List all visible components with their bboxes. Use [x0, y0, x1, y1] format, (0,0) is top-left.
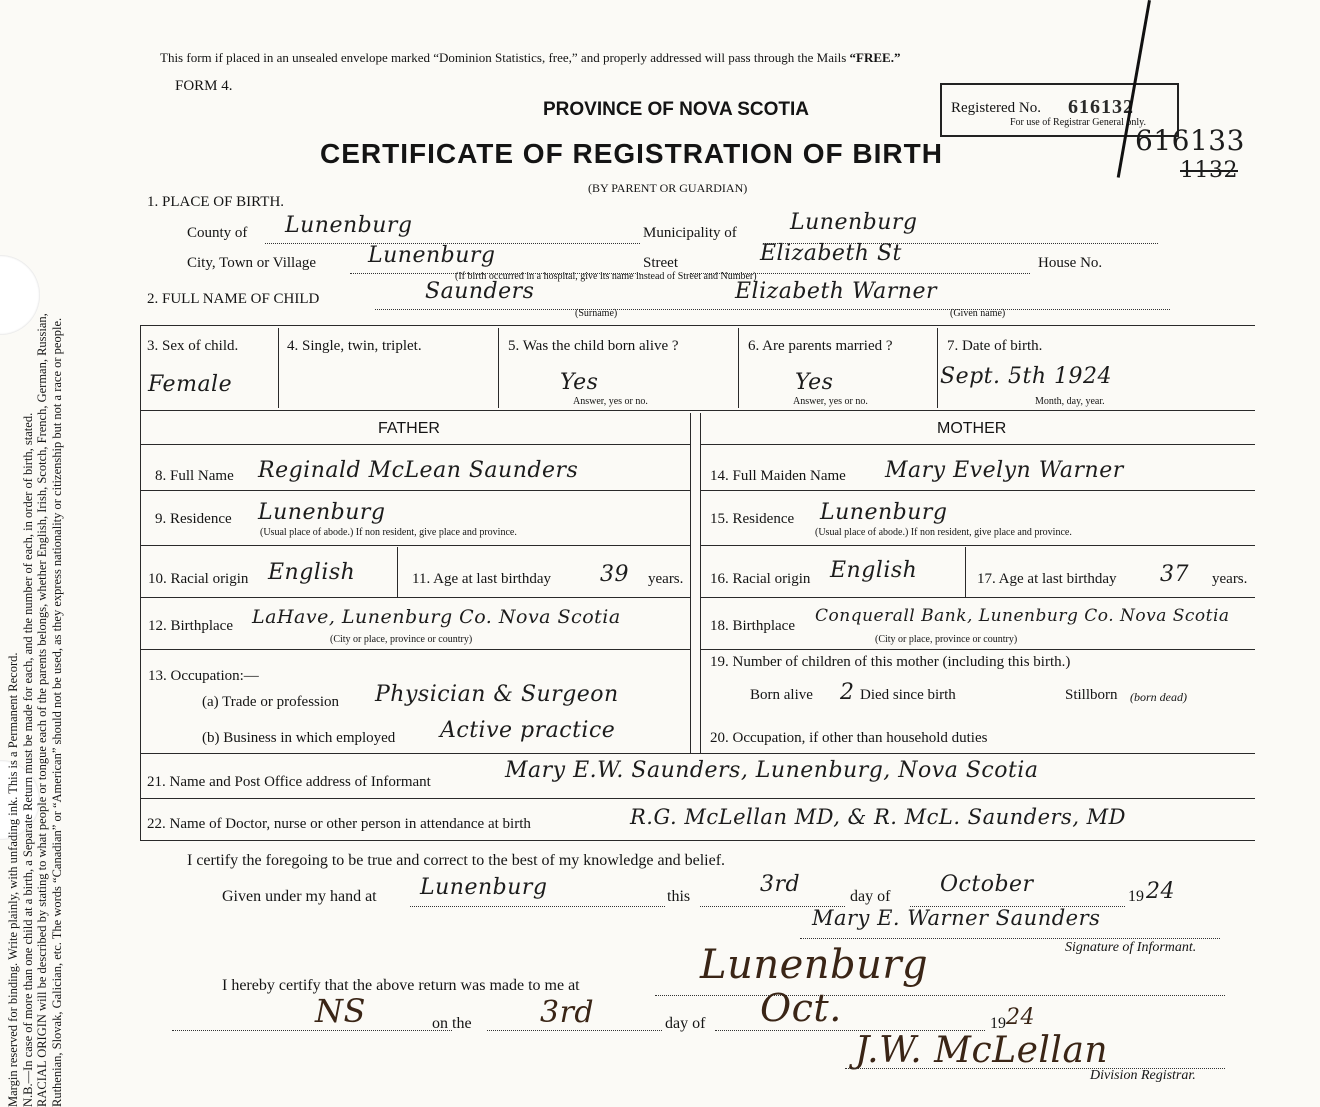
- father-business-label: (b) Business in which employed: [202, 730, 396, 746]
- rule-row22: [140, 840, 1255, 841]
- dob-note: Month, day, year.: [1035, 396, 1105, 407]
- divider-10-11: [397, 547, 398, 597]
- sex-label: 3. Sex of child.: [147, 338, 239, 354]
- municipality-label: Municipality of: [643, 225, 737, 241]
- certify-text: I certify the foregoing to be true and correct to the best of my knowledge and belief.: [187, 852, 726, 869]
- mother-race-label: 16. Racial origin: [710, 571, 811, 587]
- doctor-label: 22. Name of Doctor, nurse or other person in attendance at birth: [147, 816, 531, 832]
- divider-6-7: [937, 328, 938, 408]
- given-label: Given under my hand at: [222, 888, 377, 905]
- registrar-place-value: Lunenburg: [700, 942, 929, 988]
- mother-name-label: 14. Full Maiden Name: [710, 468, 846, 484]
- form-number: FORM 4.: [175, 78, 233, 94]
- registrar-province-line: [172, 1030, 452, 1031]
- divider-16-17: [965, 547, 966, 597]
- given-year-value: 24: [1146, 879, 1175, 904]
- rule-row9-right: [700, 545, 1255, 546]
- registrar-signature: J.W. McLellan: [855, 1030, 1109, 1071]
- given-day-value: 3rd: [760, 872, 801, 897]
- mother-age-label: 17. Age at last birthday: [977, 571, 1117, 587]
- margin-line-2: N.B.—In case of more than one child at a birth, a Separate Return must be made for each, and the number of each, in order of birth, stated.: [20, 412, 35, 1107]
- died-label: Died since birth: [860, 687, 956, 703]
- place-of-birth-label: 1. PLACE OF BIRTH.: [147, 194, 285, 210]
- registrar-certify-text: I hereby certify that the above return was made to me at: [222, 977, 580, 994]
- parent-divider-left: [690, 413, 691, 753]
- mother-age-unit: years.: [1212, 571, 1248, 587]
- father-birthplace-label: 12. Birthplace: [148, 618, 233, 634]
- married-value: Yes: [795, 370, 834, 395]
- margin-line-3: RACIAL ORIGIN will be described by stating to what people or tongue each of the parents belongs, whether English, Irish, Scotch, French, German, Russian,: [35, 313, 49, 1107]
- dob-value: Sept. 5th 1924: [940, 364, 1112, 389]
- divider-3-4: [278, 328, 279, 408]
- informant-value: Mary E.W. Saunders, Lunenburg, Nova Scotia: [505, 758, 1039, 783]
- rule-row12-left: [140, 649, 690, 650]
- house-label: House No.: [1038, 255, 1103, 271]
- annotation-small: 1132: [1180, 158, 1238, 183]
- mother-birthplace-label: 18. Birthplace: [710, 618, 795, 634]
- father-birthplace-note: (City or place, province or country): [330, 634, 473, 645]
- child-given-value: Elizabeth Warner: [735, 279, 937, 304]
- registrar-province-value: NS: [315, 992, 366, 1030]
- rule-row12-right: [700, 649, 1255, 650]
- surname-note: (Surname): [575, 308, 618, 319]
- province-heading: PROVINCE OF NOVA SCOTIA: [543, 99, 810, 120]
- rule-parent-head-right: [700, 444, 1255, 445]
- given-month-value: October: [940, 872, 1034, 897]
- annotation-number: 616133: [1135, 124, 1245, 157]
- mother-race-value: English: [830, 558, 918, 583]
- father-age-value: 39: [600, 562, 629, 587]
- father-residence-value: Lunenburg: [258, 500, 386, 525]
- form-left-border: [140, 325, 141, 840]
- stillborn-note: (born dead): [1130, 690, 1187, 704]
- hospital-note: (If birth occurred in a hospital, give its name instead of Street and Number): [455, 271, 757, 282]
- mother-children-label: 19. Number of children of this mother (including this birth.): [710, 654, 1071, 670]
- city-value: Lunenburg: [368, 243, 496, 268]
- county-label: County of: [187, 225, 248, 241]
- rule-row10-left: [140, 597, 690, 598]
- street-value: Elizabeth St: [760, 241, 902, 266]
- informant-label: 21. Name and Post Office address of Informant: [147, 774, 431, 790]
- child-name-line: [375, 309, 1170, 310]
- street-label: Street: [643, 255, 678, 271]
- child-surname-value: Saunders: [425, 279, 535, 304]
- mother-birthplace-value: Conquerall Bank, Lunenburg Co. Nova Scotia: [815, 606, 1230, 626]
- given-note: (Given name): [950, 308, 1006, 319]
- informant-sig-label: Signature of Informant.: [1065, 940, 1197, 955]
- rule-row21: [140, 798, 1255, 799]
- registrar-day-line: [487, 1030, 662, 1031]
- registrar-signature-label: Division Registrar.: [1090, 1068, 1196, 1083]
- rule-row9-left: [140, 545, 690, 546]
- rule-row8-right: [700, 490, 1255, 491]
- parent-divider-right: [700, 413, 701, 753]
- father-occupation-label: 13. Occupation:—: [148, 668, 259, 684]
- plurality-label: 4. Single, twin, triplet.: [287, 338, 422, 354]
- margin-line-4: Ruthenian, Slovak, Galician, etc. The words “Canadian” or “American” should not be used, as they express nationality or citizenship but not a race or people.: [49, 317, 64, 1107]
- doctor-value: R.G. McLellan MD, & R. McL. Saunders, MD: [630, 805, 1127, 829]
- mother-name-value: Mary Evelyn Warner: [885, 458, 1124, 483]
- father-residence-label: 9. Residence: [155, 511, 232, 527]
- informant-signature: Mary E. Warner Saunders: [812, 906, 1101, 930]
- born-alive-value: 2: [840, 680, 855, 705]
- mother-age-value: 37: [1160, 562, 1189, 587]
- divider-4-5: [498, 328, 499, 408]
- registrar-place-line: [655, 995, 1225, 996]
- mother-abode-note: (Usual place of abode.) If non resident, give place and province.: [815, 527, 1072, 538]
- stillborn-label: Stillborn: [1065, 687, 1118, 703]
- rule-row8-left: [140, 490, 690, 491]
- given-day-of-label: day of: [850, 888, 891, 905]
- certificate-subtitle: (BY PARENT OR GUARDIAN): [588, 181, 748, 195]
- given-year-prefix: 19: [1128, 888, 1144, 905]
- father-heading: FATHER: [378, 420, 440, 437]
- given-place-line: [410, 906, 665, 907]
- father-race-label: 10. Racial origin: [148, 571, 249, 587]
- mother-heading: MOTHER: [937, 420, 1007, 437]
- father-business-value: Active practice: [440, 718, 616, 743]
- city-label: City, Town or Village: [187, 255, 317, 271]
- father-age-label: 11. Age at last birthday: [412, 571, 551, 587]
- married-note: Answer, yes or no.: [793, 396, 868, 407]
- registrar-year-prefix: 19: [990, 1015, 1006, 1032]
- informant-signature-line: [800, 938, 1220, 939]
- municipality-value: Lunenburg: [790, 210, 918, 235]
- father-race-value: English: [268, 560, 356, 585]
- registrar-day-of-label: day of: [665, 1015, 706, 1032]
- alive-value: Yes: [560, 370, 599, 395]
- county-value: Lunenburg: [285, 213, 413, 238]
- registrar-on-the-label: on the: [432, 1015, 472, 1032]
- father-abode-note: (Usual place of abode.) If non resident, give place and province.: [260, 527, 517, 538]
- child-name-label: 2. FULL NAME OF CHILD: [147, 291, 320, 307]
- registered-value: 616132: [1068, 96, 1134, 118]
- alive-note: Answer, yes or no.: [573, 396, 648, 407]
- rule-after-child-row: [140, 410, 1255, 411]
- registrar-day-value: 3rd: [540, 995, 595, 1030]
- married-label: 6. Are parents married ?: [748, 338, 893, 354]
- mother-residence-label: 15. Residence: [710, 511, 795, 527]
- certificate-title: CERTIFICATE OF REGISTRATION OF BIRTH: [320, 138, 943, 169]
- mother-occupation-label: 20. Occupation, if other than household duties: [710, 730, 988, 746]
- registrar-year-value: 24: [1006, 1005, 1035, 1030]
- mail-note: This form if placed in an unsealed envelope marked “Dominion Statistics, free,” and properly addressed will pass through the Mails “FREE.”: [160, 50, 901, 65]
- rule-row10-right: [700, 597, 1255, 598]
- dob-label: 7. Date of birth.: [947, 338, 1043, 354]
- father-age-unit: years.: [648, 571, 684, 587]
- margin-line-1: Margin reserved for binding. Write plainly, with unfading ink. This is a Permanent Record.: [6, 652, 20, 1107]
- sex-value: Female: [148, 372, 233, 397]
- alive-label: 5. Was the child born alive ?: [508, 338, 679, 354]
- father-trade-value: Physician & Surgeon: [375, 682, 619, 707]
- father-name-label: 8. Full Name: [155, 468, 234, 484]
- margin-instructions: [6, 0, 136, 1107]
- this-label: this: [667, 888, 691, 905]
- mother-birthplace-note: (City or place, province or country): [875, 634, 1018, 645]
- divider-5-6: [738, 328, 739, 408]
- born-alive-label: Born alive: [750, 687, 813, 703]
- registrar-month-value: Oct.: [760, 986, 842, 1030]
- rule-row20: [140, 753, 1255, 754]
- rule-after-name: [140, 325, 1255, 326]
- given-place-value: Lunenburg: [420, 875, 548, 900]
- father-birthplace-value: LaHave, Lunenburg Co. Nova Scotia: [252, 606, 621, 628]
- mother-residence-value: Lunenburg: [820, 500, 948, 525]
- registrar-note: For use of Registrar General only.: [1010, 117, 1146, 128]
- father-name-value: Reginald McLean Saunders: [258, 458, 579, 483]
- father-trade-label: (a) Trade or profession: [202, 694, 340, 710]
- rule-parent-head-left: [140, 444, 690, 445]
- registered-label: Registered No.: [951, 100, 1041, 116]
